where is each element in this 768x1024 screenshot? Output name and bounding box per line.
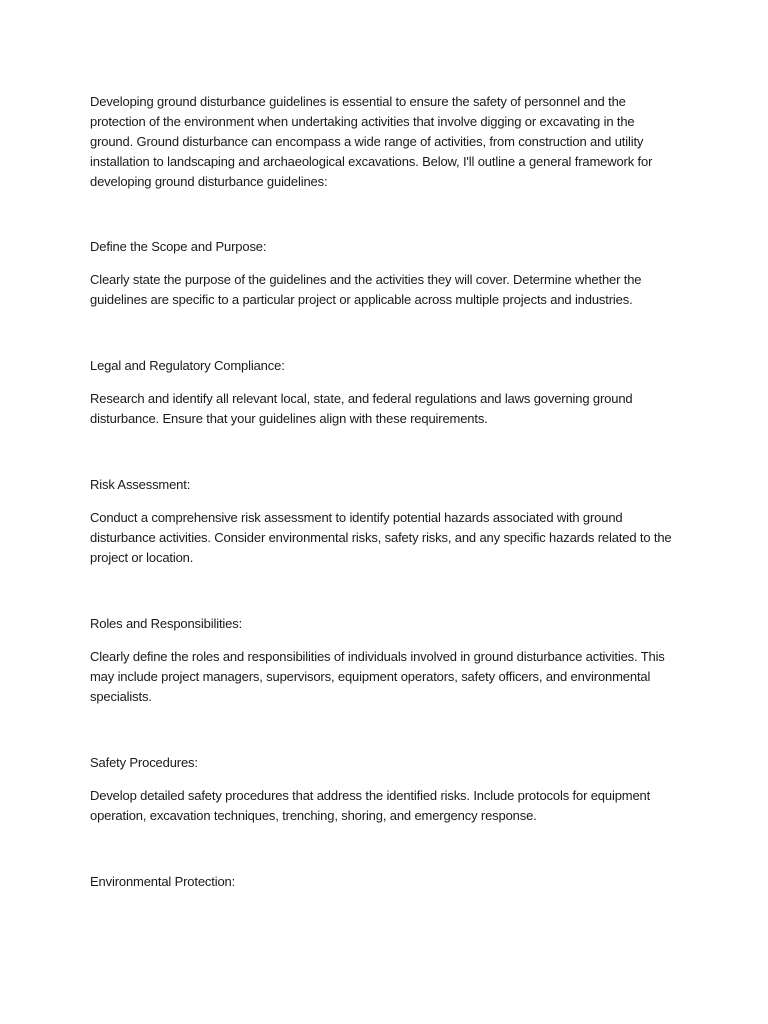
section-heading-safety: Safety Procedures: [90, 755, 198, 770]
section-body-safety: Develop detailed safety procedures that address the identified risks. Include protocols for equipment operation, excavation techniques, trenching, shoring, and emergency response. [90, 788, 651, 823]
section-heading-risk: Risk Assessment: [90, 477, 191, 492]
section-body-legal: Research and identify all relevant local, state, and federal regulations and laws governing ground disturbance. Ensure that your guidelines align with these requirements. [90, 391, 633, 426]
intro-paragraph: Developing ground disturbance guidelines is essential to ensure the safety of personnel and the protection of the environment when undertaking activities that involve digging or excavating in the ground. Ground disturbance can encompass a wide range of activities, from construction and utility installation to landscaping and archaeological excavations. Below, I'll outline a general framework for developing ground disturbance guidelines: [90, 94, 653, 189]
section-body-scope: Clearly state the purpose of the guidelines and the activities they will cover. Determine whether the guidelines are specific to a particular project or applicable across multiple projects and industries. [90, 272, 642, 307]
section-body-risk: Conduct a comprehensive risk assessment to identify potential hazards associated with ground disturbance activities. Consider environmental risks, safety risks, and any specific hazards related to the project or location. [90, 510, 672, 565]
section-heading-legal: Legal and Regulatory Compliance: [90, 358, 285, 373]
section-heading-roles: Roles and Responsibilities: [90, 616, 243, 631]
section-body-roles: Clearly define the roles and responsibilities of individuals involved in ground disturbance activities. This may include project managers, supervisors, equipment operators, safety officers, and environmental specialists. [90, 649, 665, 704]
section-heading-scope: Define the Scope and Purpose: [90, 239, 267, 254]
section-heading-environment: Environmental Protection: [90, 874, 236, 889]
document-body [90, 92, 680, 905]
